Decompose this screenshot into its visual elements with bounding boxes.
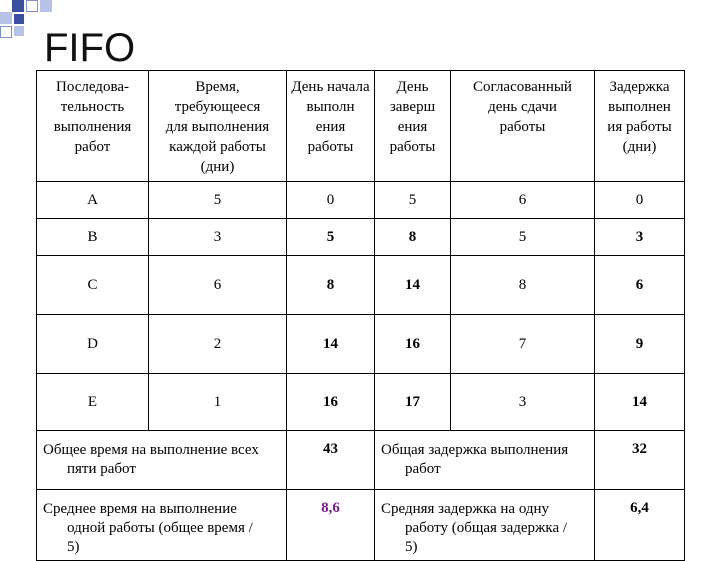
cell-end: 17 — [375, 374, 451, 431]
cell-time: 5 — [149, 182, 287, 219]
deco-square — [14, 14, 24, 24]
table-row — [37, 182, 685, 219]
summary-row-total — [37, 431, 685, 490]
avg-time-label-line2: одной работы (общее время / — [67, 520, 253, 536]
cell-job: C — [37, 256, 149, 315]
header-delay: Задержка выполнен ия работы (дни) — [595, 71, 685, 182]
fifo-table — [36, 70, 685, 561]
cell-delay: 6 — [595, 256, 685, 315]
table-row — [37, 256, 685, 315]
cell-delay: 0 — [595, 182, 685, 219]
page-title: FIFO — [44, 26, 136, 70]
table-row — [37, 315, 685, 374]
total-time-value: 43 — [287, 431, 375, 490]
cell-time: 3 — [149, 219, 287, 256]
deco-square — [0, 12, 12, 24]
total-delay-label-line1: Общая задержка выполнения — [381, 442, 569, 458]
deco-square — [14, 26, 24, 36]
cell-job: A — [37, 182, 149, 219]
avg-time-label — [37, 490, 287, 561]
avg-delay-value: 6,4 — [595, 490, 685, 561]
total-delay-label — [375, 431, 595, 490]
cell-due: 3 — [451, 374, 595, 431]
total-time-label — [37, 431, 287, 490]
deco-square — [0, 26, 12, 38]
total-time-label-line1: Общее время на выполнение всех — [43, 442, 259, 458]
cell-job: B — [37, 219, 149, 256]
avg-delay-label-line1: Средняя задержка на одну — [381, 501, 550, 517]
cell-start: 5 — [287, 219, 375, 256]
total-delay-value: 32 — [595, 431, 685, 490]
cell-start: 0 — [287, 182, 375, 219]
deco-square — [26, 0, 38, 12]
avg-time-value: 8,6 — [287, 490, 375, 561]
cell-delay: 14 — [595, 374, 685, 431]
avg-time-label-line3: 5) — [67, 539, 80, 555]
total-delay-label-line2: работ — [405, 461, 441, 477]
header-sequence: Последова- тельность выполнения работ — [37, 71, 149, 182]
cell-time: 6 — [149, 256, 287, 315]
cell-delay: 9 — [595, 315, 685, 374]
avg-delay-label-line2: работу (общая задержка / — [405, 520, 568, 536]
cell-time: 2 — [149, 315, 287, 374]
table-row — [37, 219, 685, 256]
cell-due: 8 — [451, 256, 595, 315]
avg-time-label-line1: Среднее время на выполнение — [43, 501, 237, 517]
cell-end: 14 — [375, 256, 451, 315]
cell-start: 14 — [287, 315, 375, 374]
total-time-label-line2: пяти работ — [67, 461, 136, 477]
header-time: Время, требующееся для выполнения каждой работы (дни) — [149, 71, 287, 182]
cell-delay: 3 — [595, 219, 685, 256]
deco-square — [12, 0, 24, 12]
cell-start: 8 — [287, 256, 375, 315]
cell-job: D — [37, 315, 149, 374]
header-due-day: Согласованный день сдачи работы — [451, 71, 595, 182]
header-start-day: День начала выполн ения работы — [287, 71, 375, 182]
deco-square — [40, 0, 52, 12]
header-end-day: День заверш ения работы — [375, 71, 451, 182]
summary-row-average — [37, 490, 685, 561]
avg-delay-label — [375, 490, 595, 561]
cell-time: 1 — [149, 374, 287, 431]
cell-due: 6 — [451, 182, 595, 219]
cell-end: 16 — [375, 315, 451, 374]
cell-due: 5 — [451, 219, 595, 256]
cell-start: 16 — [287, 374, 375, 431]
cell-end: 5 — [375, 182, 451, 219]
cell-job: E — [37, 374, 149, 431]
table-row — [37, 374, 685, 431]
avg-delay-label-line3: 5) — [405, 539, 418, 555]
table-header-row — [37, 71, 685, 182]
cell-due: 7 — [451, 315, 595, 374]
cell-end: 8 — [375, 219, 451, 256]
